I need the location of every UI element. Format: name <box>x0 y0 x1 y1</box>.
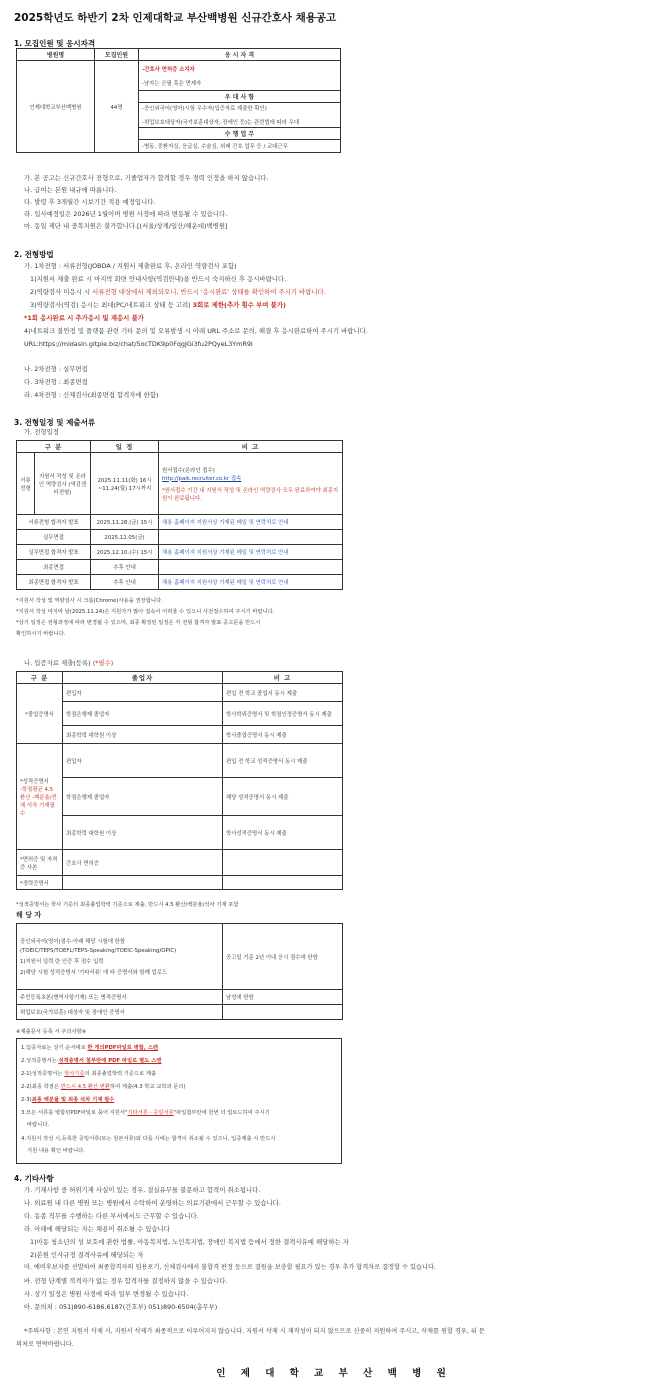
docs-col-type: 구 분 <box>17 672 63 684</box>
docs-who: 최종학력 대학원 이상 <box>63 726 223 744</box>
sched-row-note: 채용 홈페이지 지원서상 기재된 메일 및 연락처로 안내 <box>159 515 343 530</box>
caution-highlight: 기타서류 - 증빙서류 <box>127 1110 174 1116</box>
s2-line-8: 나. 2차전형 : 실무면접 <box>24 365 88 373</box>
apply-note-3: *원서접수 기간 내 지원서 작성 및 온라인 역량검사 모두 완료하여야 최종지원이 완료됩니다. <box>162 487 339 502</box>
caution-title: ※제출문서 등록 시 주의사항※ <box>16 1029 87 1035</box>
s2-line-9: 다. 3차전형 : 최종면접 <box>24 378 88 386</box>
docs-subheading-text: 나. 입증자료 제출(등록) <box>24 659 91 667</box>
s4-line: 가. 기재사항 중 허위기재 사실이 있는 경우, 결실유무를 불문하고 합격이 취소됩니다. <box>24 1186 261 1194</box>
s4-line: 라. 아래에 해당되는 자는 채용이 취소될 수 있습니다 <box>24 1225 170 1233</box>
caution-line <box>21 1085 186 1090</box>
recruit-count: 44명 <box>95 61 139 153</box>
apply-link[interactable]: http://paik.recruiter.co.kr 접속 <box>162 475 242 482</box>
col-count: 모집인원 <box>95 49 139 61</box>
sched-note-4: 확인하시기 바랍니다. <box>16 631 66 637</box>
docs-note: 편입 전 학교 졸업서 동시 제출 <box>223 684 343 702</box>
sched-note-2: *지원서 작성 마지막 날(2025.11.24)은 지원자가 많아 접속이 어려울 수 있으니 사전접수하여 주시기 바랍니다. <box>16 609 275 615</box>
s4-line: 사. 상기 일정은 병원 사정에 따라 일부 변경될 수 있습니다. <box>24 1290 189 1298</box>
caution-highlight: 학사기준 <box>64 1071 85 1077</box>
sched-row-date: 2025.12.10.(수) 15시 <box>91 545 159 560</box>
apply-note-1: 원서접수(온라인 접수) <box>162 467 215 474</box>
hospital-name: 인제대학교부산백병원 <box>17 61 95 153</box>
s2-line-3a: 2)역량검사 미응시 시 <box>30 288 93 296</box>
s1-note-4: 라. 입사예정일은 2026년 1월이며 병원 사정에 따라 변동될 수 있습니다. <box>24 210 228 218</box>
caution-text: 하여 제출(4.3 학교 교학과 문의) <box>109 1084 186 1090</box>
s2-line-3 <box>30 289 326 295</box>
language-note: 공고일 기준 2년 이내 응시 점수에 한함 <box>223 924 343 990</box>
schedule-subheading: 가. 전형일정 <box>24 428 59 436</box>
sched-row-name: 실무면접 <box>17 530 91 545</box>
s2-line-4a: 3)역량검사(역검) 응시는 최대(PC/네트워크 상태 등 고려) <box>30 301 193 309</box>
s2-line-4b: 3회로 제한(추가 횟수 부여 불가) <box>192 301 286 309</box>
sched-row-name: 실무면접 합격자 발표 <box>17 545 91 560</box>
s2-line-10: 라. 4차전형 : 신체검사(최종면접 합격자에 한함) <box>24 391 159 399</box>
caution-highlight: 한 개의PDF파일로 병합, 스캔 <box>87 1045 159 1051</box>
sched-note-1: *지원서 작성 및 역량검사 시 크롬(Chrome)사용을 권장합니다. <box>16 598 163 604</box>
qual-1: -간호사 면허증 소지자 <box>142 66 195 73</box>
sched-row-note: 채용 홈페이지 지원서상 기재된 메일 및 연락처로 안내 <box>159 545 343 560</box>
schedule-table <box>16 440 343 590</box>
sched-col-type: 구 분 <box>17 441 91 453</box>
s2-line-6: 4)네트워크 불안정 및 플랫폼 관련 기타 문의 및 오류발생 시 아래 URL 주소로 문의, 해결 후 응시완료하여 주시기 바랍니다. <box>24 327 368 335</box>
pref-cell <box>139 103 341 128</box>
language-line: 1)지원서 입력 란 인증 후 점수 입력 <box>20 959 104 965</box>
sched-row-note: 채용 홈페이지 지원서상 기재된 메일 및 연락처로 안내 <box>159 575 343 590</box>
s2-line-5: *1회 응시완료 시 추가응시 및 재응시 불가 <box>24 314 144 322</box>
col-hospital: 병원명 <box>17 49 95 61</box>
id-doc: 주민등록초본(병역사항기재) 또는 병적증명서 <box>17 990 223 1005</box>
sched-row-name: 최종면접 <box>17 560 91 575</box>
s2-line-3b: 서류전형 대상에서 제외되오니, 반드시 '응시완료' 상태를 확인하여 주시기 바랍니다. <box>92 288 326 296</box>
docs-col-who: 졸업자 <box>63 672 223 684</box>
caution-box <box>16 1038 342 1164</box>
section-4-heading: 4. 기타사항 <box>14 1174 54 1183</box>
apply-date: 2025.11.11(화) 16시~11.24(월) 17시까지 <box>91 453 159 515</box>
s4-line: 바. 전형 단계별 적격자가 없는 경우 합격자를 결정하지 않을 수 있습니다. <box>24 1277 228 1285</box>
caution-highlight: 성적증명서 첨부란에 PDF 파일로 별도 스캔 <box>58 1058 162 1064</box>
caution-highlight: 최종 백분율 및 최종 석차 기재 필수 <box>31 1097 115 1103</box>
career-who <box>63 876 223 890</box>
career-note <box>223 876 343 890</box>
target-label: 해 당 자 <box>16 911 42 919</box>
sched-row-name: 최종면접 합격자 발표 <box>17 575 91 590</box>
duty-cell: -병동, 중환자실, 응급실, 수술실, 외래 간호 업무 등 / 교대근무 <box>139 140 341 153</box>
career-label: *경력증명서 <box>17 876 63 890</box>
duty-title: 수 행 업 무 <box>139 128 341 140</box>
doc-stage-label: 서류전형 <box>17 453 35 515</box>
docs-who: 편입자 <box>63 744 223 778</box>
caution-text: 2.성적증명서는 <box>21 1058 59 1064</box>
transcript-label-a: *성적증명서 <box>20 778 49 785</box>
s4-line: 마. 예비후보자를 선발하여 최종합격자의 임용포기, 신체검사에서 불합격 판정 등으로 결원을 보충할 필요가 있는 경우 추가 합격자로 결정할 수 있습니다. <box>24 1264 436 1271</box>
license-who: 간호사 면허증 <box>63 850 223 876</box>
docs-subheading <box>24 660 113 666</box>
s2-line-4 <box>30 302 286 308</box>
sched-row-date: 2025.11.28.(금) 15시 <box>91 515 159 530</box>
caution-line: 4.지원서 작성 시,등록한 증빙서류(또는 원본서류)와 다를 시에는 합격이 취소될 수 있으니, 입증제출 시 반드시 <box>21 1136 276 1142</box>
col-qual: 응 시 자 격 <box>139 49 341 61</box>
section-3-heading: 3. 전형일정 및 제출서류 <box>14 418 96 427</box>
caution-line <box>21 1111 270 1116</box>
s4-line: 다. 동종 직무를 수행하는 다른 부서에서도 근무할 수 있습니다. <box>24 1212 199 1220</box>
recruit-table <box>16 48 341 153</box>
sched-row-note <box>159 530 343 545</box>
docs-col-note: 비 고 <box>223 672 343 684</box>
docs-who: 학점은행제 졸업자 <box>63 702 223 726</box>
transcript-warning: *성적증명서는 학사 기준의 최종졸업학력 기준으로 제출, 반드시 4.5 환산/백분율/석차 기재 포함 <box>16 902 239 908</box>
caution-line <box>21 1098 114 1103</box>
sched-row-name: 서류전형 합격자 발표 <box>17 515 91 530</box>
caution-line: 바랍니다. <box>27 1122 50 1128</box>
footer-hospital-name: 인 제 대 학 교 부 산 백 병 원 <box>216 1368 452 1379</box>
caution-text: 의 최종졸업학력 기준으로 제출 <box>84 1071 157 1077</box>
caution-text: "파일첨부란에 한번 더 업로드하여 주시기 <box>173 1110 270 1116</box>
docs-note: 해당 성적증명서 동시 제출 <box>223 778 343 816</box>
sched-row-date: 추후 안내 <box>91 575 159 590</box>
apply-note <box>159 453 343 515</box>
caution-text: 2-1)성적증명서는 <box>21 1071 65 1077</box>
docs-who: 편입자 <box>63 684 223 702</box>
s1-note-5: 마. 동일 재단 내 중복지원은 불가합니다.[(서울/상계/일산/해운대)백병원] <box>24 222 228 230</box>
license-note <box>223 850 343 876</box>
caution-line <box>21 1072 156 1077</box>
docs-required-mark: (*필수) <box>92 659 114 667</box>
language-line: 공인외국어(영어)점수-아래 해당 시험에 한함 <box>20 939 126 945</box>
pref-1: -공인외국어(영어)시험 우수자(입증자료 제출한 확인) <box>142 106 267 112</box>
s1-note-3: 다. 발령 후 3개월간 시보기간 적용 예정입니다. <box>24 198 156 206</box>
section-2-heading: 2. 전형방법 <box>14 250 54 259</box>
qual-cell <box>139 61 341 91</box>
docs-table <box>16 671 343 890</box>
apply-item: 지원서 작성 및 온라인 역량검사 (역검센터전형) <box>35 453 91 515</box>
transcript-label-b: -학점평균 4.5 환산 -백분율/전체 석차 기재필수 <box>20 786 57 817</box>
caution-text: 3.모든 서류를 병합된PDF파일로 묶어 지원서" <box>21 1110 128 1116</box>
s1-note-2: 나. 급여는 본원 내규에 따릅니다. <box>24 186 117 194</box>
sched-col-note: 비 고 <box>159 441 343 453</box>
qual-2: -남자는 군필 혹은 면제자 <box>142 80 202 87</box>
docs-note: 학사성적증명서 동시 제출 <box>223 816 343 850</box>
caution-text: 2-2)최종 학점은 <box>21 1084 61 1090</box>
s4-line: 2)본원 인사규정 결격사유에 해당되는 자 <box>30 1251 144 1259</box>
section-1-heading: 1. 모집인원 및 응시자격 <box>14 39 96 48</box>
caution-line <box>21 1046 158 1051</box>
language-cell <box>17 924 223 990</box>
veteran-doc-note <box>223 1005 343 1020</box>
grad-cert-label: *졸업증명서 <box>17 684 63 744</box>
contact-line: 아. 문의처 : 051)890-6186,6187(간호부) 051)890-6504(총무부) <box>24 1303 218 1311</box>
docs-note: 학사졸업증명서 동시 제출 <box>223 726 343 744</box>
language-line: (TOEIC/TEPS/TOEFL/TEPS-Speaking/TOEIC-Speaking/OPIC) <box>20 948 177 954</box>
license-label: *면허증 및 자격증 사본 <box>17 850 63 876</box>
s1-note-1: 가. 본 공고는 신규간호사 전형으로, 기졸업자가 합격할 경우 경력 인정을 하지 않습니다. <box>24 174 269 182</box>
docs-note: 학사학위증명서 및 학점인정증명서 동시 제출 <box>223 702 343 726</box>
caution-line: 지원 내용 확인 바랍니다. <box>27 1148 85 1154</box>
pref-title: 우 대 사 항 <box>139 91 341 103</box>
sched-row-note <box>159 560 343 575</box>
sched-note-3: *상기 일정은 전형과정에 따라 변경될 수 있으며, 최종 확정된 일정은 각 전형 합격자 발표 공고문을 반드시 <box>16 620 261 626</box>
caution-text: 1.입증자료는 상기 순서대로 <box>21 1045 88 1051</box>
docs-who: 최종학력 대학원 이상 <box>63 816 223 850</box>
delete-notice-1: *주의사항 : 본인 지원서 삭제 시, 지원서 삭제가 최종적으로 이루어지지 않습니다. 지원서 삭제 시 재작성이 되지 않으므로 신중히 지원하여 주시고, 삭제를 원할 경우, 위 문 <box>24 1328 485 1335</box>
caution-line <box>21 1059 161 1064</box>
sched-row-date: 추후 안내 <box>91 560 159 575</box>
target-table <box>16 923 343 1020</box>
s2-url[interactable]: URL:https://midasin.gitple.biz/chat/5ocTDK9p0FqgJGi3fu2PQyeL3YmR9I <box>24 340 253 348</box>
s4-line: 1)아동 청소년의 성 보호에 관한 법률, 아동복지법, 노인복지법, 장애인 복지법 등에서 정한 결격사유에 해당하는 자 <box>30 1238 349 1246</box>
caution-text: 2-3) <box>21 1097 32 1103</box>
id-doc-note: 남성에 한함 <box>223 990 343 1005</box>
s4-line: 나. 외료원 내 다른 병원 또는 병원에서 수탁하여 운영하는 의료기관에서 근무할 수 있습니다. <box>24 1199 281 1207</box>
transcript-label <box>17 744 63 850</box>
docs-who: 학점은행제 졸업자 <box>63 778 223 816</box>
page-title: 2025학년도 하반기 2차 인제대학교 부산백병원 신규간호사 채용공고 <box>14 12 337 24</box>
pref-2: -취업보호대상자(국가보훈대상자, 장애인 등)는 관련법에 따라 우대 <box>142 120 300 126</box>
s2-line-2: 1)지원서 제출 완료 시 마지막 화면 안내사항(역검안내)을 반드시 숙지하신 후 응시바랍니다. <box>30 275 287 283</box>
sched-row-date: 2025.12.05(금) <box>91 530 159 545</box>
sched-col-date: 일 정 <box>91 441 159 453</box>
delete-notice-2: 의처로 연락바랍니다. <box>16 1341 74 1348</box>
s2-line-1: 가. 1차전형 : 서류전형(JOBDA / 지원서 제출완료 후, 온라인 역량검사 포함) <box>24 262 237 270</box>
docs-note: 편입 전 학교 성적증명서 동시 제출 <box>223 744 343 778</box>
language-line: 2)해당 시험 성적증명서 '기타서류' 에 타 증명서와 함께 업로드 <box>20 970 168 976</box>
caution-highlight: 반드시 4.5 환산 변환 <box>60 1084 110 1090</box>
veteran-doc: 취업보호(국가보훈) 대상자 및 장애인 증명서 <box>17 1005 223 1020</box>
